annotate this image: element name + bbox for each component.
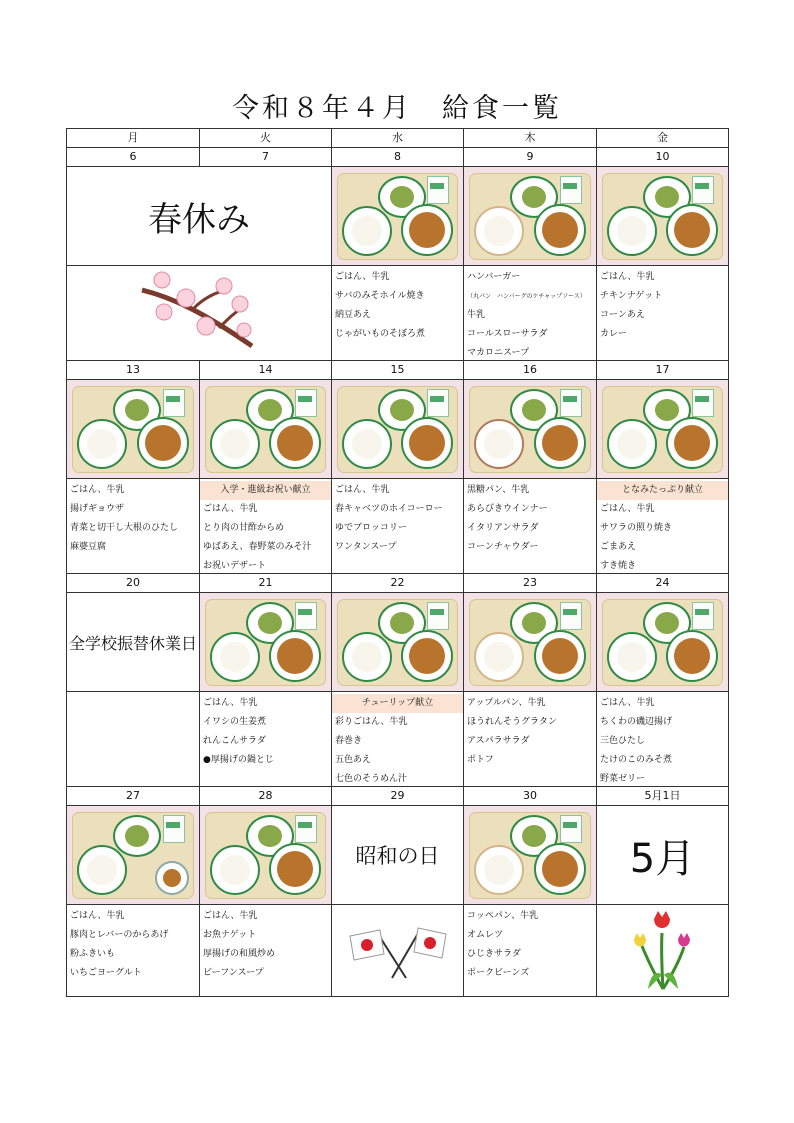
menu-cell — [597, 266, 729, 361]
menu-item: ●厚揚げの鍋とじ — [203, 755, 274, 765]
menu-item: チキンナゲット — [600, 291, 663, 301]
soup-bowl — [534, 417, 586, 469]
menu-item: 春巻き — [335, 736, 363, 746]
menu-item: イタリアンサラダ — [467, 523, 539, 533]
rice-bowl — [210, 845, 260, 895]
menu-item: ごまあえ — [600, 542, 637, 552]
milk-carton-icon — [560, 176, 582, 204]
menu-cell — [464, 905, 597, 997]
curry-bowl — [666, 204, 718, 256]
menu-item: ごはん、牛乳 — [600, 698, 655, 708]
menu-item: ビーフンスープ — [203, 968, 264, 978]
lunch-tray — [205, 599, 326, 686]
menu-item: オムレツ — [467, 930, 504, 940]
menu-item: サワラの照り焼き — [600, 523, 673, 533]
menu-item: 彩りごはん、牛乳 — [335, 717, 408, 727]
milk-carton-icon — [427, 602, 449, 630]
empty-cell — [67, 692, 200, 787]
soup-bowl — [401, 630, 453, 682]
date-label: 30 — [464, 787, 597, 806]
may-label: 5月 — [597, 806, 729, 905]
soup-bowl — [269, 843, 321, 895]
date-label: 21 — [200, 574, 332, 593]
menu-item: ポトフ — [467, 755, 494, 765]
menu-cell — [597, 479, 729, 574]
menu-item-note: （丸パン ハンバーグのケチャップソース） — [467, 293, 586, 300]
rice-bowl — [210, 419, 260, 469]
menu-cell — [332, 692, 464, 787]
date-label: 22 — [332, 574, 464, 593]
milk-carton-icon — [427, 176, 449, 204]
menu-item: イワシの生姜煮 — [203, 717, 267, 727]
weekday-header-fri: 金 — [597, 129, 729, 148]
menu-item: マカロニスープ — [467, 348, 530, 358]
soup-bowl — [666, 630, 718, 682]
tulips-cell — [597, 905, 729, 997]
milk-carton-icon — [295, 815, 317, 843]
rice-bowl — [342, 419, 392, 469]
menu-item: 揚げギョウザ — [70, 504, 125, 514]
meal-photo — [332, 380, 464, 479]
menu-item: お魚ナゲット — [203, 930, 257, 940]
menu-item: 五色あえ — [335, 755, 372, 765]
page-title: 令和８年４月 給食一覧 — [232, 93, 562, 124]
flags-cell — [332, 905, 464, 997]
soup-bowl — [269, 417, 321, 469]
menu-item: ごはん、牛乳 — [600, 504, 655, 514]
lunch-tray — [205, 812, 326, 899]
soup-bowl — [534, 204, 586, 256]
soup-bowl — [137, 417, 189, 469]
milk-carton-icon — [163, 815, 185, 843]
menu-item: 青菜と切干し大根のひたし — [70, 523, 179, 533]
meal-photo — [597, 593, 729, 692]
menu-item: 麻婆豆腐 — [70, 542, 107, 552]
lunch-tray — [205, 386, 326, 473]
lunch-tray — [337, 173, 458, 260]
menu-item: コーンチャウダー — [467, 542, 539, 552]
menu-item: 黒糖パン、牛乳 — [467, 485, 530, 495]
milk-carton-icon — [295, 602, 317, 630]
menu-cell — [332, 479, 464, 574]
meal-photo — [464, 167, 597, 266]
menu-item: 七色のそうめん汁 — [335, 774, 408, 784]
lunch-tray — [469, 173, 591, 260]
menu-item: アスパラサラダ — [467, 736, 530, 746]
rice-bowl — [77, 419, 127, 469]
rice-bowl — [607, 419, 657, 469]
rice-bowl — [607, 632, 657, 682]
menu-item: 納豆あえ — [335, 310, 372, 320]
date-label: 16 — [464, 361, 597, 380]
blossom-cell — [67, 266, 332, 361]
lunch-tray — [469, 599, 591, 686]
date-label: 6 — [67, 148, 200, 167]
date-label: 17 — [597, 361, 729, 380]
showa-day-label: 昭和の日 — [332, 806, 464, 905]
date-label: 10 — [597, 148, 729, 167]
rice-bowl — [210, 632, 260, 682]
meal-photo — [464, 593, 597, 692]
lunch-tray — [72, 386, 194, 473]
menu-cell — [464, 479, 597, 574]
lunch-tray — [469, 386, 591, 473]
soup-bowl — [534, 630, 586, 682]
milk-carton-icon — [692, 176, 714, 204]
date-label: 14 — [200, 361, 332, 380]
spring-break-label: 春休み — [67, 167, 332, 266]
menu-item: れんこんサラダ — [203, 736, 266, 746]
menu-item: すき焼き — [600, 561, 637, 571]
menu-cell — [464, 266, 597, 361]
date-label: 7 — [200, 148, 332, 167]
date-label: 20 — [67, 574, 200, 593]
menu-cell — [332, 266, 464, 361]
date-label: 23 — [464, 574, 597, 593]
yogurt-cup — [155, 861, 189, 895]
menu-cell — [597, 692, 729, 787]
menu-item: ポークビーンズ — [467, 968, 530, 978]
weekday-header-thu: 木 — [464, 129, 597, 148]
soup-bowl — [666, 417, 718, 469]
lunch-tray — [337, 599, 458, 686]
menu-item: お祝いデザート — [203, 561, 267, 571]
theme-badge: となみたっぷり献立 — [597, 481, 728, 500]
meal-photo — [67, 380, 200, 479]
menu-item: 粉ふきいも — [70, 949, 116, 959]
menu-item: たけのこのみそ煮 — [600, 755, 673, 765]
menu-item: ごはん、牛乳 — [203, 698, 258, 708]
menu-item: ごはん、牛乳 — [600, 272, 655, 282]
menu-cell — [464, 692, 597, 787]
lunch-tray — [337, 386, 458, 473]
date-label: 24 — [597, 574, 729, 593]
milk-carton-icon — [163, 389, 185, 417]
milk-carton-icon — [560, 602, 582, 630]
soup-bowl — [269, 630, 321, 682]
meal-photo — [200, 380, 332, 479]
lunch-calendar — [66, 128, 729, 997]
rice-bowl — [342, 206, 392, 256]
menu-item: サバのみそホイル焼き — [335, 291, 425, 301]
menu-item: ゆでブロッコリー — [335, 523, 407, 533]
date-label: 15 — [332, 361, 464, 380]
menu-item: コッペパン、牛乳 — [467, 911, 539, 921]
menu-item: アップルパン、牛乳 — [467, 698, 546, 708]
meal-photo — [332, 593, 464, 692]
weekday-header-wed: 水 — [332, 129, 464, 148]
tulips-icon — [628, 911, 698, 991]
date-label: 29 — [332, 787, 464, 806]
bread-plate — [474, 419, 524, 469]
meal-photo — [200, 593, 332, 692]
soup-bowl — [534, 843, 586, 895]
menu-item: とり肉の甘酢からめ — [203, 523, 285, 533]
lunch-tray — [602, 386, 723, 473]
menu-item: ハンバーガー — [467, 272, 521, 282]
menu-item: 春キャベツのホイコーロー — [335, 504, 443, 514]
menu-item: ほうれんそうグラタン — [467, 717, 557, 727]
menu-cell — [200, 692, 332, 787]
rice-bowl — [607, 206, 657, 256]
menu-item: ごはん、牛乳 — [335, 485, 390, 495]
meal-photo — [67, 806, 200, 905]
milk-carton-icon — [427, 389, 449, 417]
soup-bowl — [401, 417, 453, 469]
lunch-tray — [469, 812, 591, 899]
menu-item: 三色ひたし — [600, 736, 646, 746]
date-label: 5月1日 — [597, 787, 729, 806]
menu-item: いちごヨーグルト — [70, 968, 142, 978]
cherry-blossom-branch-icon — [134, 268, 264, 358]
lunch-tray — [602, 173, 723, 260]
date-label: 27 — [67, 787, 200, 806]
weekday-header-tue: 火 — [200, 129, 332, 148]
date-label: 28 — [200, 787, 332, 806]
bread-plate — [474, 845, 524, 895]
holiday-label: 全学校振替休業日 — [67, 593, 200, 692]
menu-item: 牛乳 — [467, 310, 486, 320]
menu-item: ごはん、牛乳 — [203, 504, 258, 514]
soup-bowl — [401, 204, 453, 256]
menu-item: ごはん、牛乳 — [335, 272, 390, 282]
side-dish-bowl — [113, 815, 161, 857]
menu-item: 野菜ゼリー — [600, 774, 646, 784]
meal-photo — [464, 380, 597, 479]
menu-item: ごはん、牛乳 — [70, 485, 125, 495]
milk-carton-icon — [692, 389, 714, 417]
rice-bowl — [342, 632, 392, 682]
menu-item: 豚肉とレバーのからあげ — [70, 930, 169, 940]
lunch-tray — [72, 812, 194, 899]
weekday-header-mon: 月 — [67, 129, 200, 148]
lunch-tray — [602, 599, 723, 686]
date-label: 13 — [67, 361, 200, 380]
bread-plate — [474, 206, 524, 256]
rice-bowl — [77, 845, 127, 895]
milk-carton-icon — [692, 602, 714, 630]
theme-badge: 入学・進級お祝い献立 — [200, 481, 331, 500]
milk-carton-icon — [560, 815, 582, 843]
menu-item: あらびきウインナー — [467, 504, 548, 514]
meal-photo — [597, 380, 729, 479]
menu-cell — [67, 905, 200, 997]
menu-cell — [67, 479, 200, 574]
menu-item: じゃがいものそぼろ煮 — [335, 329, 426, 339]
meal-photo — [597, 167, 729, 266]
menu-item: ごはん、牛乳 — [70, 911, 125, 921]
menu-cell — [200, 479, 332, 574]
menu-item: ひじきサラダ — [467, 949, 521, 959]
menu-item: ちくわの磯辺揚げ — [600, 717, 673, 727]
theme-badge: チューリップ献立 — [332, 694, 463, 713]
meal-photo — [200, 806, 332, 905]
milk-carton-icon — [295, 389, 317, 417]
bread-plate — [474, 632, 524, 682]
menu-item: カレー — [600, 329, 628, 339]
menu-item: ごはん、牛乳 — [203, 911, 258, 921]
date-label: 9 — [464, 148, 597, 167]
date-label: 8 — [332, 148, 464, 167]
meal-photo — [332, 167, 464, 266]
menu-item: コーンあえ — [600, 310, 645, 320]
milk-carton-icon — [560, 389, 582, 417]
menu-item: 厚揚げの和風炒め — [203, 949, 276, 959]
meal-photo — [464, 806, 597, 905]
menu-item: コールスローサラダ — [467, 329, 548, 339]
japan-flags-icon — [348, 916, 448, 986]
menu-item: ゆばあえ、春野菜のみそ汁 — [203, 542, 312, 552]
menu-item: ワンタンスープ — [335, 542, 397, 552]
menu-cell — [200, 905, 332, 997]
